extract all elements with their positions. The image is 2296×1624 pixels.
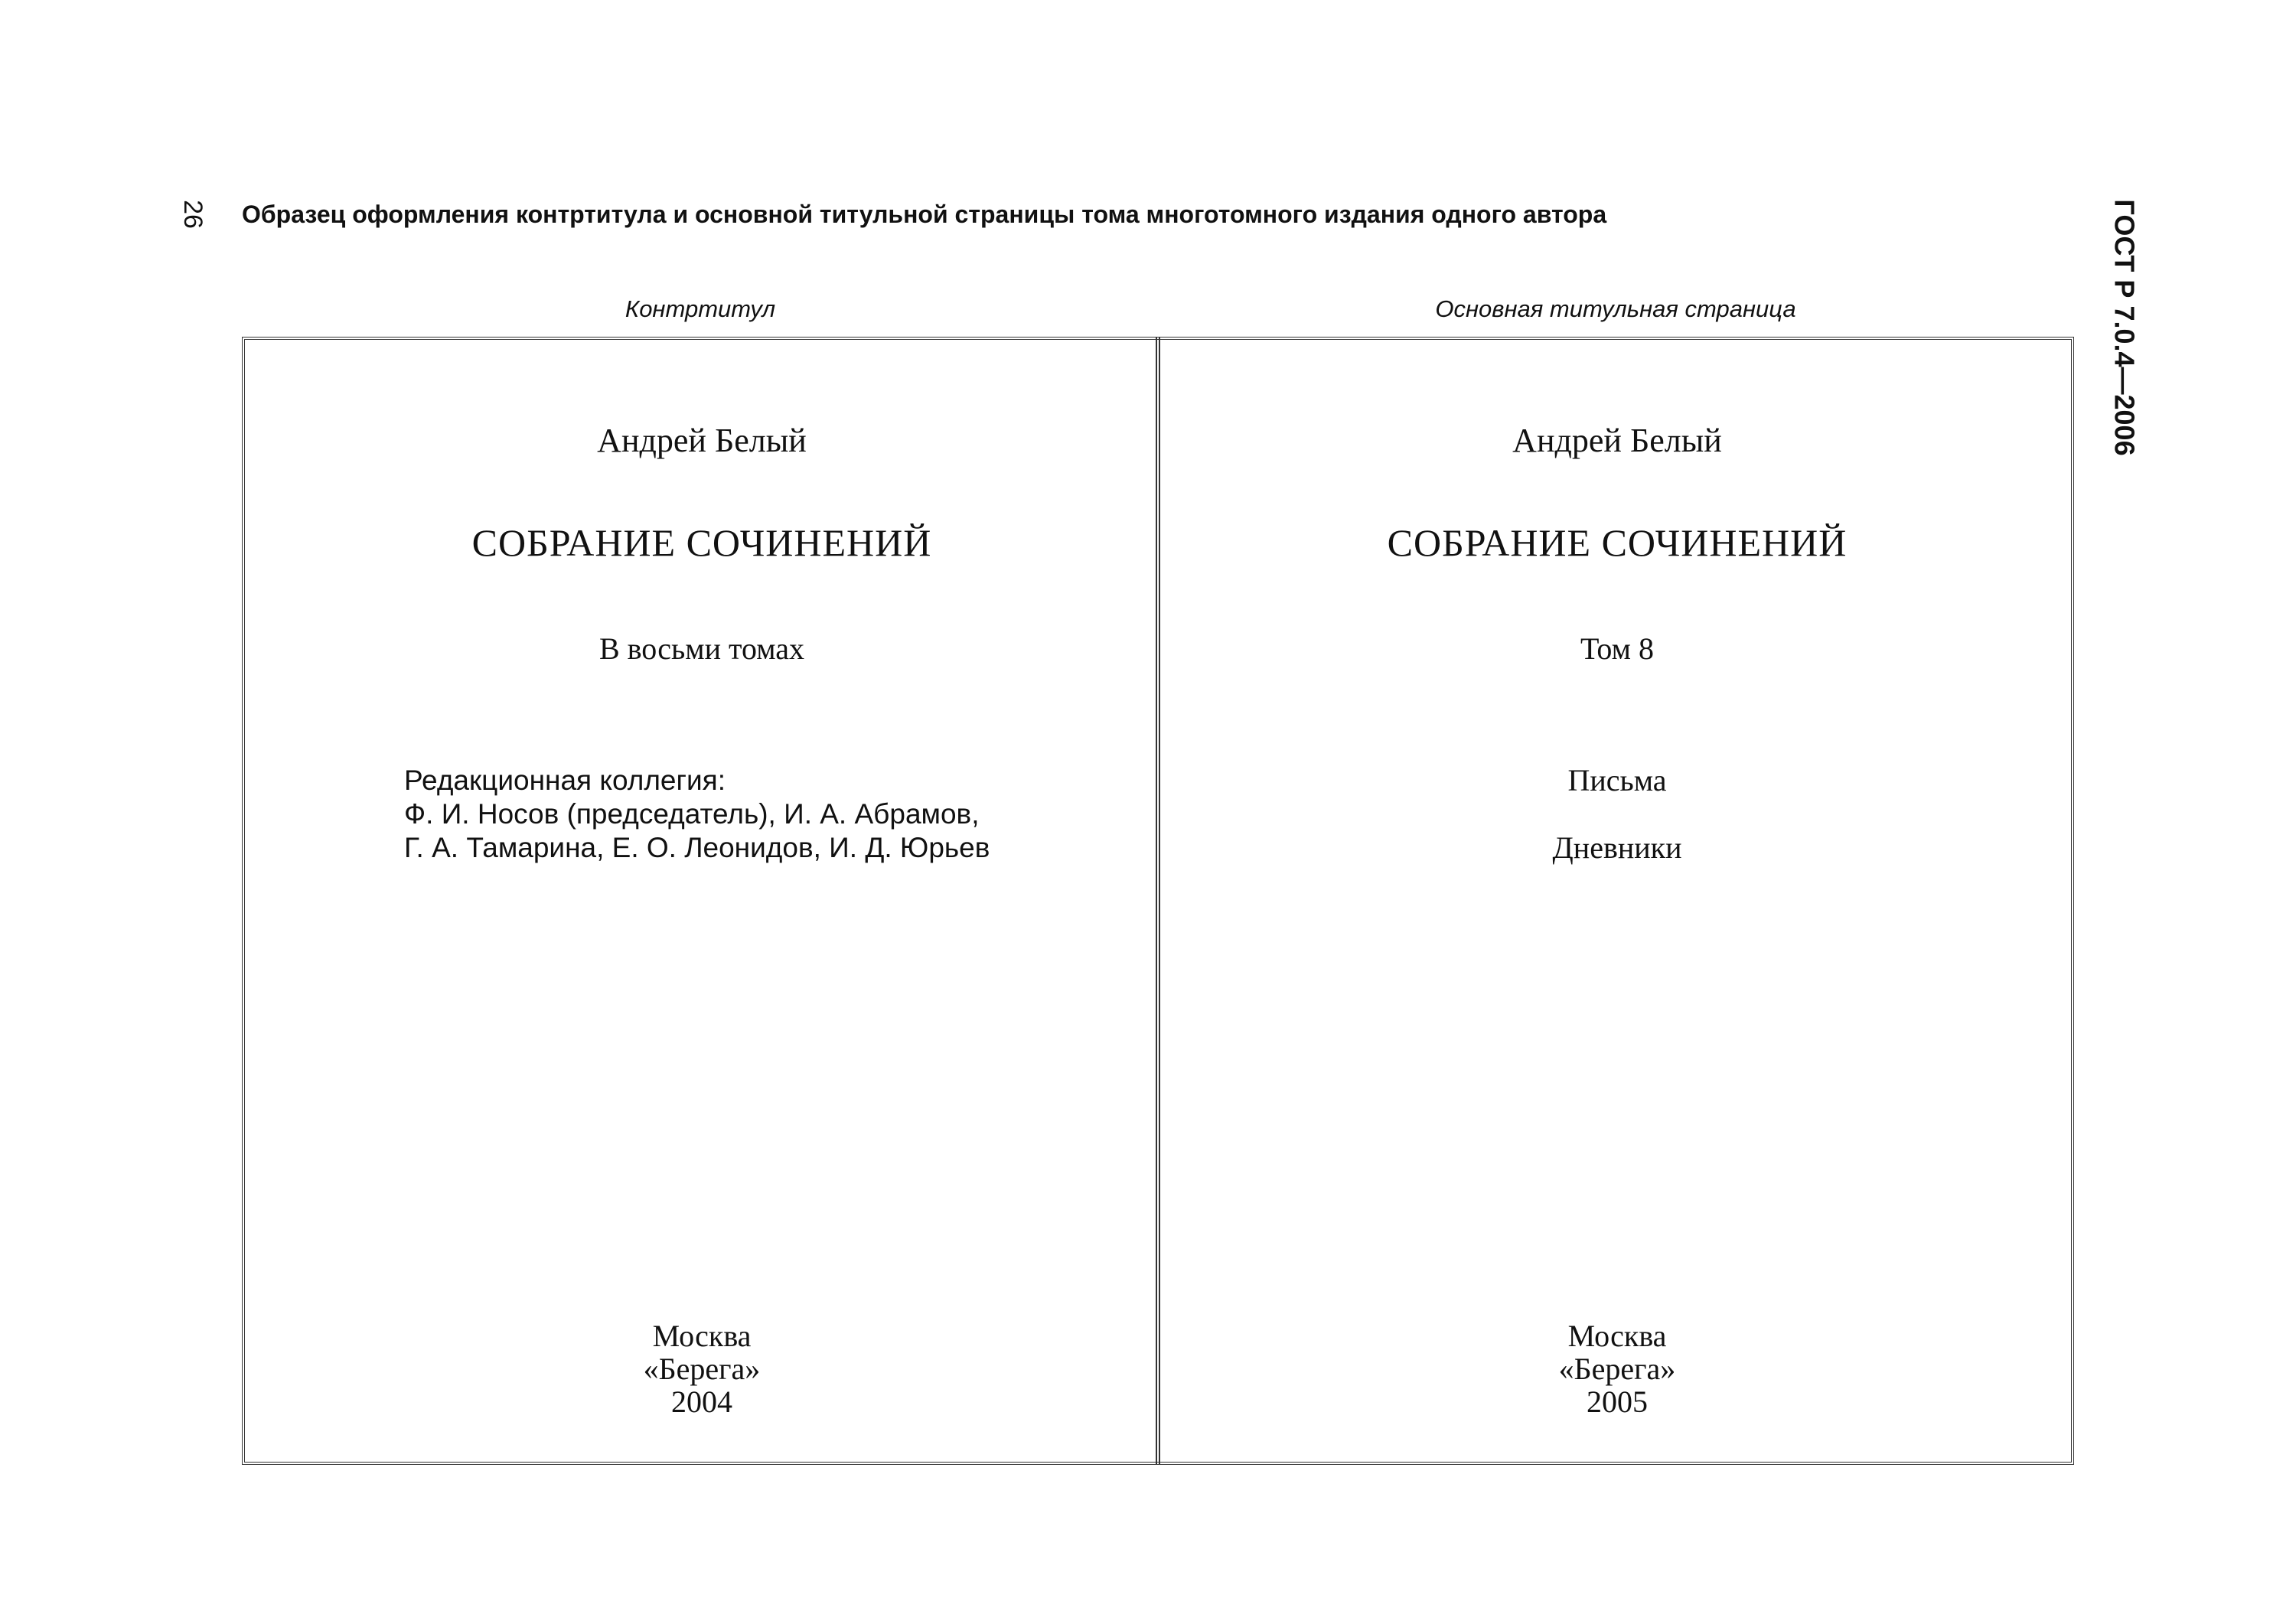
- editorial-board-line: Ф. И. Носов (председатель), И. А. Абрамов,: [404, 798, 980, 830]
- volume-part: Дневники: [1552, 830, 1682, 865]
- volumes-note: В восьми томах: [599, 631, 804, 666]
- author-name: Андрей Белый: [1512, 422, 1722, 459]
- editorial-board: [404, 764, 990, 865]
- page-number-text: 26: [178, 200, 208, 229]
- imprint: [1162, 1319, 2073, 1418]
- imprint-city: Москва: [1567, 1319, 1667, 1353]
- page-heading: Образец оформления контртитула и основной титульной страницы тома многотомного издания одного автора: [242, 201, 1607, 228]
- main-title-caption: Основная титульная страница: [1435, 295, 1796, 322]
- volume-number: Том 8: [1580, 631, 1654, 666]
- counter-title-page: [246, 340, 1157, 1462]
- collection-title: СОБРАНИЕ СОЧИНЕНИЙ: [1387, 521, 1848, 564]
- collection-title: СОБРАНИЕ СОЧИНЕНИЙ: [471, 521, 932, 564]
- counter-title-caption: Контртитул: [625, 295, 776, 322]
- imprint-year: 2005: [1587, 1384, 1648, 1419]
- standard-code: [2102, 190, 2148, 465]
- imprint-city: Москва: [652, 1319, 752, 1353]
- main-title-page: [1162, 340, 2073, 1462]
- imprint: [246, 1319, 1157, 1418]
- author-name: Андрей Белый: [597, 422, 807, 459]
- page-number: [170, 191, 216, 237]
- imprint-year: 2004: [671, 1384, 732, 1419]
- editorial-board-line: Редакционная коллегия:: [404, 765, 726, 796]
- imprint-publisher: «Берега»: [1558, 1352, 1676, 1386]
- imprint-publisher: «Берега»: [643, 1352, 761, 1386]
- standard-code-text: ГОСТ Р 7.0.4—2006: [2109, 199, 2141, 456]
- volume-part: Письма: [1567, 763, 1667, 797]
- editorial-board-line: Г. А. Тамарина, Е. О. Леонидов, И. Д. Юрьев: [404, 832, 990, 863]
